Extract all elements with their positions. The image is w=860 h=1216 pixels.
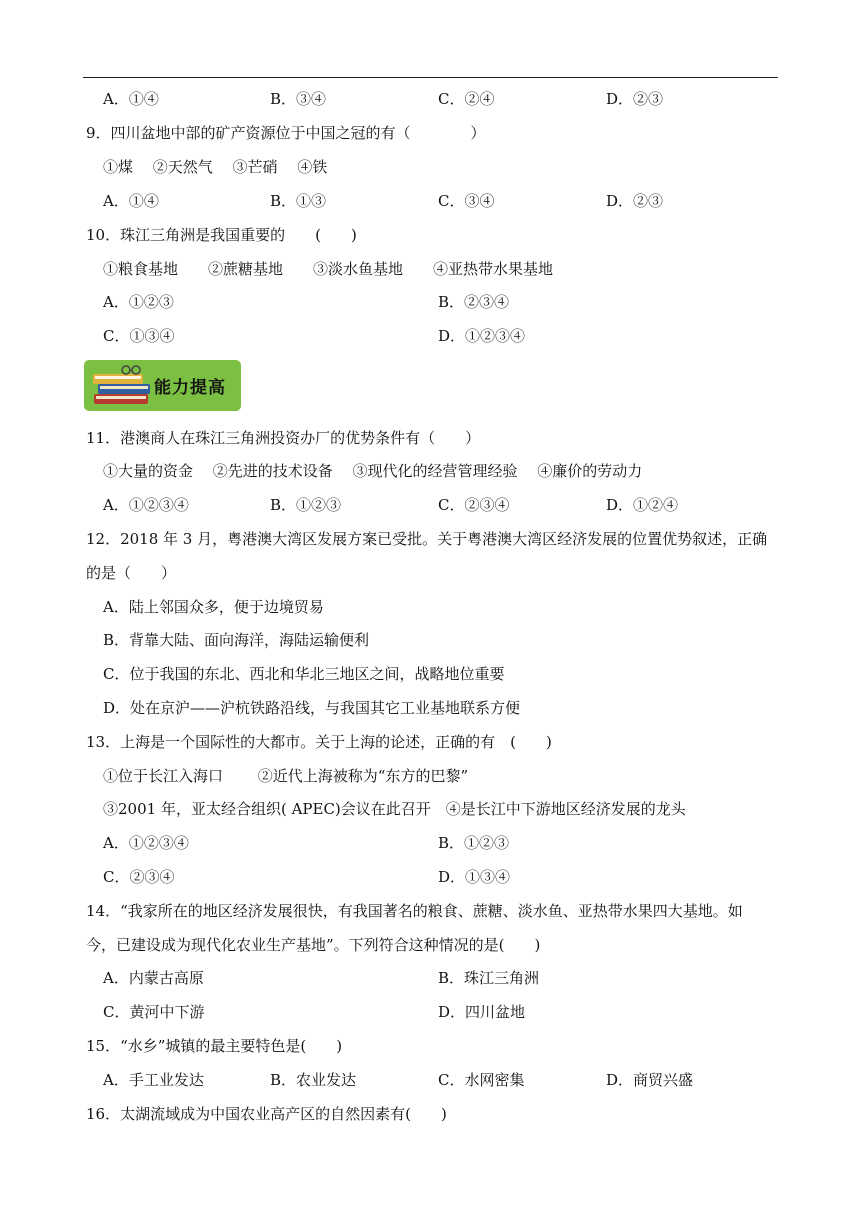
q11-option-a[interactable]: A．①②③④ [103, 496, 189, 514]
section-banner [84, 360, 241, 411]
q8-option-a[interactable]: A．①④ [103, 90, 159, 108]
q10-option-a[interactable]: A．①②③ [103, 293, 174, 311]
q10-items: ①粮食基地 ②蔗糖基地 ③淡水鱼基地 ④亚热带水果基地 [103, 260, 554, 278]
q10-stem: 10．珠江三角洲是我国重要的 ( ) [86, 226, 357, 244]
q8-option-c[interactable]: C．②④ [438, 90, 495, 108]
q14-option-c[interactable]: C．黄河中下游 [103, 1003, 205, 1021]
q13-items-line1: ①位于长江入海口 ②近代上海被称为“东方的巴黎” [103, 767, 469, 785]
q11-items: ①大量的资金 ②先进的技术设备 ③现代化的经营管理经验 ④廉价的劳动力 [103, 462, 643, 480]
q15-option-b[interactable]: B．农业发达 [270, 1071, 357, 1089]
q12-option-a[interactable]: A．陆上邻国众多，便于边境贸易 [103, 598, 324, 616]
q9-option-b[interactable]: B．①③ [270, 192, 327, 210]
q13-option-d[interactable]: D．①③④ [438, 868, 511, 886]
q13-items-line2: ③2001 年，亚太经合组织( APEC)会议在此召开 ④是长江中下游地区经济发展的龙头 [103, 800, 686, 818]
q12-option-c[interactable]: C．位于我国的东北、西北和华北三地区之间，战略地位重要 [103, 665, 505, 683]
books-icon [90, 364, 156, 408]
q8-option-d[interactable]: D．②③ [606, 90, 664, 108]
q10-option-c[interactable]: C．①③④ [103, 327, 175, 345]
q10-option-d[interactable]: D．①②③④ [438, 327, 526, 345]
q16-stem: 16．太湖流域成为中国农业高产区的自然因素有( ) [86, 1105, 447, 1123]
q14-option-a[interactable]: A．内蒙古高原 [103, 969, 204, 987]
q13-stem: 13．上海是一个国际性的大都市。关于上海的论述，正确的有 ( ) [86, 733, 552, 751]
q12-stem-line2: 的是（ ） [86, 564, 177, 582]
q15-stem: 15．“水乡”城镇的最主要特色是( ) [86, 1037, 343, 1055]
banner-label: 能力提高 [154, 378, 226, 398]
q11-option-d[interactable]: D．①②④ [606, 496, 679, 514]
q11-stem: 11．港澳商人在珠江三角洲投资办厂的优势条件有（ ） [86, 429, 481, 447]
q13-option-b[interactable]: B．①②③ [438, 834, 510, 852]
q9-stem: 9．四川盆地中部的矿产资源位于中国之冠的有（ ） [86, 124, 486, 142]
q9-option-d[interactable]: D．②③ [606, 192, 664, 210]
q13-option-c[interactable]: C．②③④ [103, 868, 175, 886]
q15-option-c[interactable]: C．水网密集 [438, 1071, 525, 1089]
q14-option-b[interactable]: B．珠江三角洲 [438, 969, 540, 987]
q11-option-c[interactable]: C．②③④ [438, 496, 510, 514]
q9-items: ①煤 ②天然气 ③芒硝 ④铁 [103, 158, 328, 176]
header-rule [83, 77, 778, 78]
q9-option-a[interactable]: A．①④ [103, 192, 159, 210]
q13-option-a[interactable]: A．①②③④ [103, 834, 189, 852]
q9-option-c[interactable]: C．③④ [438, 192, 495, 210]
q14-stem-line1: 14．“我家所在的地区经济发展很快，有我国著名的粮食、蔗糖、淡水鱼、亚热带水果四大基地。如 [86, 902, 743, 920]
q12-stem-line1: 12．2018 年 3 月，粤港澳大湾区发展方案已受批。关于粤港澳大湾区经济发展的位置优势叙述，正确 [86, 530, 768, 548]
q12-option-b[interactable]: B．背靠大陆、面向海洋，海陆运输便利 [103, 631, 370, 649]
q15-option-d[interactable]: D．商贸兴盛 [606, 1071, 694, 1089]
q14-option-d[interactable]: D．四川盆地 [438, 1003, 526, 1021]
q14-stem-line2: 今，已建设成为现代化农业生产基地”。下列符合这种情况的是( ) [86, 936, 541, 954]
q11-option-b[interactable]: B．①②③ [270, 496, 342, 514]
q8-option-b[interactable]: B．③④ [270, 90, 327, 108]
q15-option-a[interactable]: A．手工业发达 [103, 1071, 204, 1089]
q10-option-b[interactable]: B．②③④ [438, 293, 510, 311]
q12-option-d[interactable]: D．处在京沪——沪杭铁路沿线，与我国其它工业基地联系方便 [103, 699, 521, 717]
